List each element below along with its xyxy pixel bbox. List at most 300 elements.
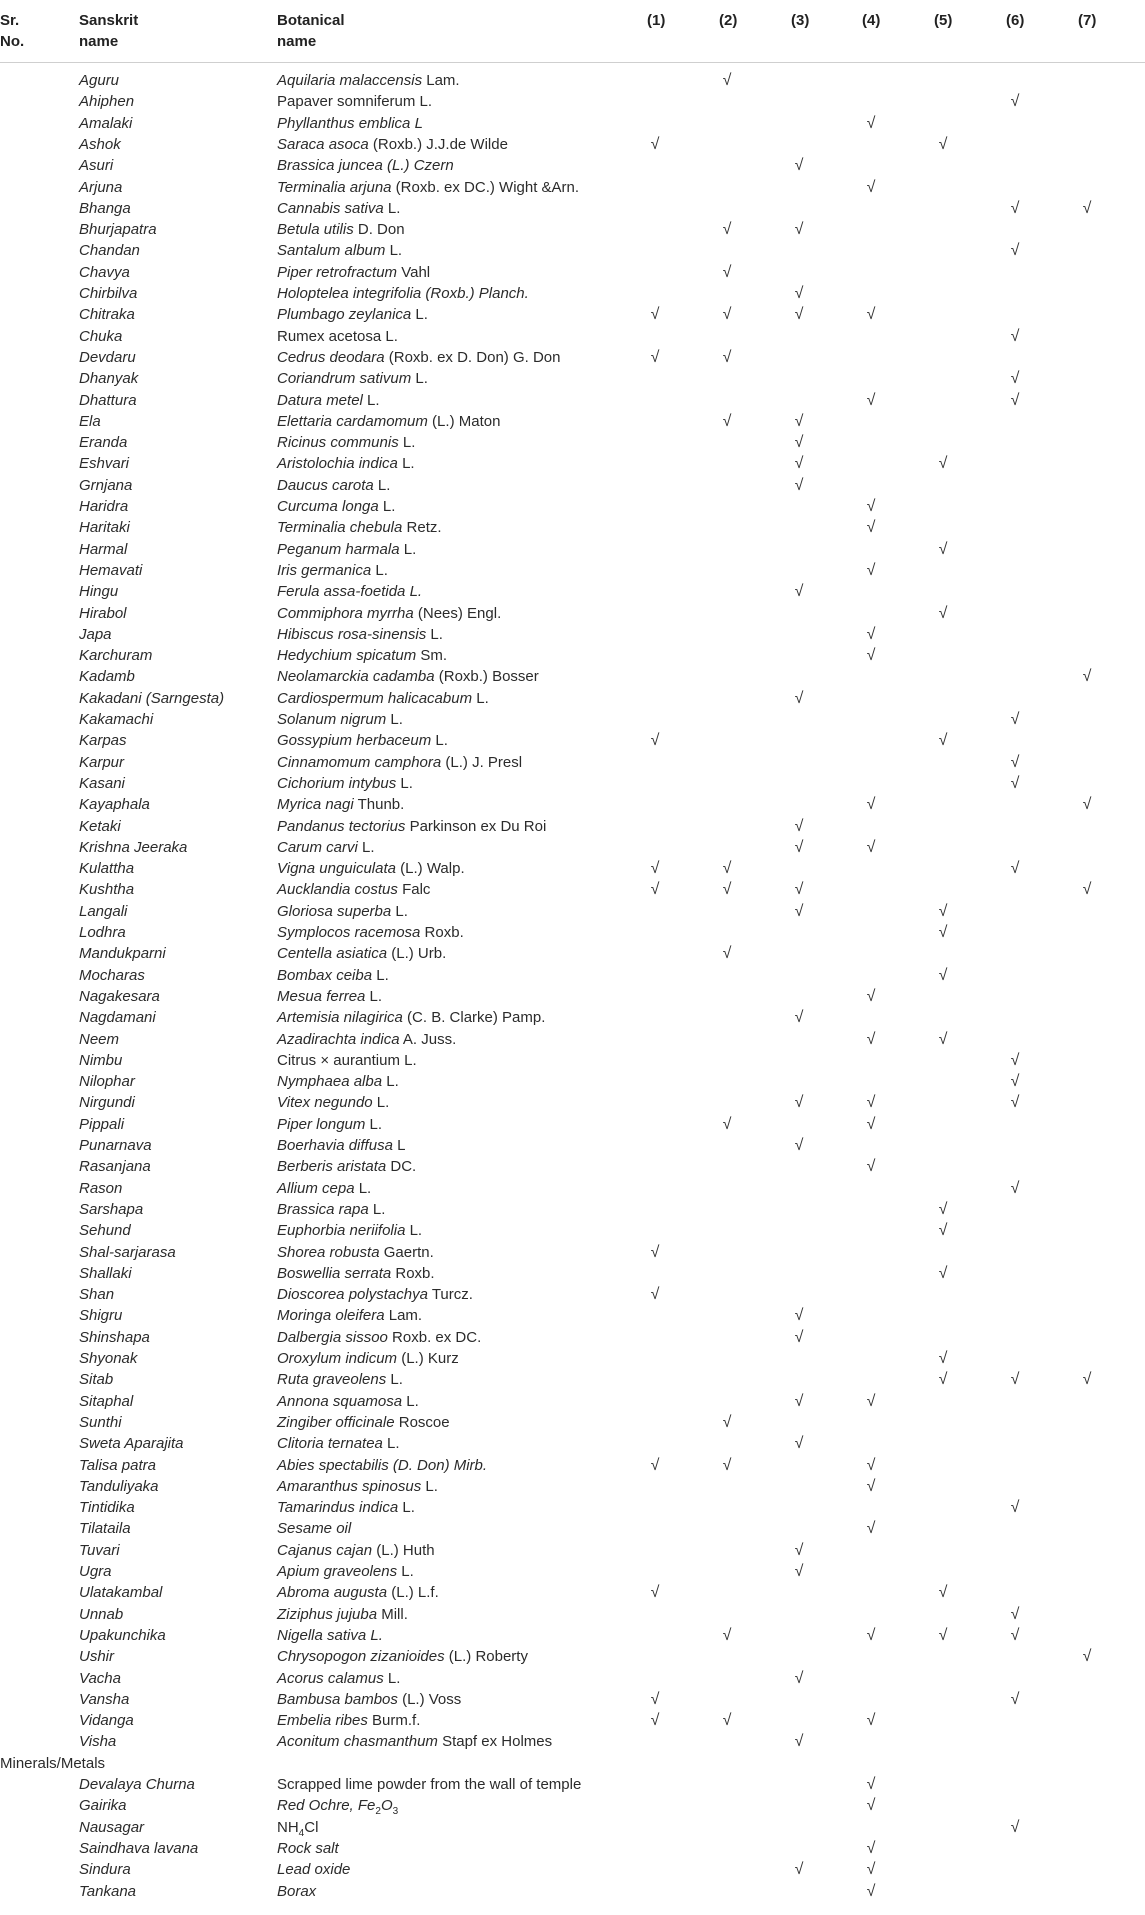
botanical-name-part: Cinnamomum camphora (277, 753, 442, 771)
header-col-7: (7) (1078, 12, 1097, 29)
table-row (0, 603, 1145, 624)
check-mark-col-4: √ (866, 1477, 876, 1495)
table-row (0, 1604, 1145, 1625)
sanskrit-name: Shan (79, 1286, 115, 1304)
botanical-name-part: L. (398, 434, 416, 452)
sanskrit-name: Chirbilva (79, 285, 138, 302)
check-mark-col-6: √ (1010, 1626, 1020, 1644)
sanskrit-name: Ugra (79, 1563, 112, 1580)
botanical-name-part: L. (378, 498, 396, 515)
sanskrit-name: Shigru (79, 1307, 123, 1325)
table-row (0, 901, 1145, 922)
botanical-name-part: Retz. (402, 519, 442, 537)
check-mark-col-6: √ (1010, 1051, 1020, 1069)
table-row (0, 1497, 1145, 1518)
sanskrit-name: Kayaphala (79, 796, 150, 814)
botanical-name-part: Roscoe (394, 1413, 450, 1431)
botanical-name (277, 1369, 403, 1390)
botanical-name-part: Neolamarckia cadamba (277, 668, 435, 686)
botanical-name (277, 943, 446, 964)
botanical-name-part: L. (397, 455, 415, 473)
table-row (0, 1540, 1145, 1561)
botanical-name-part: L. (402, 1392, 419, 1410)
botanical-name-part: Parkinson ex Du Roi (405, 817, 547, 835)
botanical-name-part: Embelia ribes (277, 1712, 368, 1730)
sanskrit-name: Tilataila (79, 1520, 131, 1538)
sanskrit-name: Haridra (79, 498, 129, 515)
botanical-name-part: Hibiscus rosa-sinensis (277, 625, 427, 643)
botanical-name (277, 1817, 318, 1838)
botanical-name (277, 283, 529, 304)
botanical-name-part: L. (396, 774, 413, 792)
botanical-name-part: L. (368, 1200, 386, 1218)
table-row (0, 922, 1145, 943)
botanical-name (277, 262, 430, 283)
check-mark-col-6: √ (1010, 774, 1020, 792)
check-mark-col-5: √ (938, 604, 948, 622)
botanical-name (277, 1859, 350, 1880)
botanical-name (277, 794, 404, 815)
botanical-name (277, 837, 375, 858)
check-mark-col-7: √ (1082, 1648, 1092, 1666)
check-mark-col-3: √ (794, 1009, 804, 1027)
botanical-name-part: L. (405, 1222, 423, 1240)
table-row (0, 517, 1145, 538)
botanical-name (277, 773, 413, 794)
botanical-name (277, 368, 428, 389)
botanical-name-part: 2 (375, 1806, 381, 1818)
check-mark-col-2: √ (722, 221, 732, 239)
check-mark-col-4: √ (866, 519, 876, 537)
botanical-name (277, 816, 546, 837)
botanical-name-part: Vitex negundo (277, 1094, 373, 1112)
table-row (0, 1305, 1145, 1326)
sanskrit-name: Upakunchika (79, 1626, 166, 1644)
botanical-name-part: Brassica rapa (277, 1200, 369, 1218)
botanical-name (277, 922, 464, 943)
table-row (0, 1731, 1145, 1752)
sanskrit-name: Bhurjapatra (79, 221, 157, 239)
botanical-name-part: DC. (386, 1158, 417, 1176)
botanical-name (277, 198, 400, 219)
botanical-name-part: Elettaria cardamomum (277, 412, 428, 430)
botanical-name-part: Bambusa bambos (277, 1690, 398, 1708)
table-row (0, 581, 1145, 602)
check-mark-col-5: √ (938, 1030, 948, 1048)
botanical-name (277, 1007, 545, 1028)
check-mark-col-3: √ (794, 1563, 804, 1580)
botanical-name (277, 688, 489, 709)
table-row (0, 113, 1145, 134)
botanical-name (277, 1433, 400, 1454)
table-row (0, 198, 1145, 219)
table-row (0, 1412, 1145, 1433)
botanical-name-part: Scrapped lime powder from the wall of temple (277, 1776, 582, 1793)
table-row (0, 1476, 1145, 1497)
botanical-name-part: Cl (304, 1818, 319, 1836)
check-mark-col-6: √ (1010, 391, 1020, 409)
botanical-name-part: L. (426, 625, 443, 643)
botanical-name-part: Ferula assa-foetida L. (277, 583, 423, 601)
botanical-name-part: Rock salt (277, 1839, 339, 1857)
botanical-name-part: Burm.f. (367, 1712, 421, 1730)
check-mark-col-3: √ (794, 1861, 804, 1879)
botanical-name-part: (L.) Urb. (387, 945, 447, 963)
botanical-name-part: Saraca asoca (277, 135, 369, 153)
check-mark-col-4: √ (866, 1839, 876, 1857)
table-row (0, 1327, 1145, 1348)
botanical-name (277, 475, 390, 496)
check-mark-col-5: √ (938, 1264, 948, 1282)
table-row (0, 709, 1145, 730)
table-row (0, 496, 1145, 517)
botanical-name (277, 1795, 398, 1816)
check-mark-col-6: √ (1010, 711, 1020, 728)
table-row (0, 560, 1145, 581)
sanskrit-name: Chandan (79, 242, 140, 260)
check-mark-col-5: √ (938, 1200, 948, 1218)
check-mark-col-3: √ (794, 583, 804, 601)
sanskrit-name: Arjuna (79, 178, 123, 196)
sanskrit-name: Nilophar (79, 1073, 135, 1091)
section-label: Minerals/Metals (0, 1754, 106, 1772)
botanical-name (277, 879, 430, 900)
botanical-name (277, 752, 522, 773)
botanical-name-part: Cedrus deodara (277, 348, 385, 366)
sanskrit-name: Karpas (79, 732, 127, 750)
table-row (0, 1859, 1145, 1880)
sanskrit-name: Grnjana (79, 476, 133, 494)
check-mark-col-4: √ (866, 1520, 876, 1538)
botanical-name-part: L. (357, 838, 375, 856)
botanical-name-part: (L.) Huth (372, 1541, 435, 1559)
sanskrit-name: Kasani (79, 774, 125, 792)
header-botanical-line1: Botanical (277, 12, 345, 29)
sanskrit-name: Langali (79, 902, 128, 920)
botanical-name (277, 1029, 456, 1050)
sanskrit-name: Ushir (79, 1648, 115, 1666)
check-mark-col-3: √ (794, 902, 804, 920)
table-row (0, 666, 1145, 687)
check-mark-col-7: √ (1082, 199, 1092, 217)
botanical-name (277, 1135, 405, 1156)
botanical-name-part: (L.) J. Presl (441, 753, 523, 771)
table-row (0, 773, 1145, 794)
botanical-name-part: L. (421, 1477, 438, 1495)
table-row (0, 986, 1145, 1007)
sanskrit-name: Sweta Aparajita (79, 1435, 184, 1453)
botanical-name (277, 1199, 385, 1220)
botanical-name (277, 965, 389, 986)
sanskrit-name: Visha (79, 1733, 117, 1751)
botanical-name-part: Betula utilis (277, 221, 354, 239)
check-mark-col-6: √ (1010, 860, 1020, 878)
check-mark-col-2: √ (722, 1115, 732, 1133)
botanical-name-part: Datura metel (277, 391, 363, 409)
sanskrit-name: Chitraka (79, 306, 135, 324)
sanskrit-name: Ashok (79, 135, 121, 153)
sanskrit-name: Tanduliyaka (79, 1477, 159, 1495)
botanical-name-part: D. Don (353, 221, 405, 239)
botanical-name-part: Rumex acetosa L. (277, 327, 398, 345)
botanical-name-part: Aucklandia costus (277, 881, 398, 899)
check-mark-col-6: √ (1010, 1499, 1020, 1517)
botanical-name-part: Solanum nigrum (277, 711, 387, 728)
botanical-name-part: Aristolochia indica (277, 455, 398, 473)
botanical-name (277, 1092, 389, 1113)
botanical-name (277, 1071, 399, 1092)
botanical-name-part: Brassica juncea (L.) Czern (277, 157, 454, 175)
sanskrit-name: Ela (79, 412, 101, 430)
check-mark-col-5: √ (938, 1584, 948, 1602)
sanskrit-name: Dhattura (79, 391, 137, 409)
sanskrit-name: Eshvari (79, 455, 130, 473)
botanical-name (277, 1455, 487, 1476)
botanical-name (277, 901, 408, 922)
check-mark-col-1: √ (650, 881, 660, 899)
botanical-name-part: Falc (397, 881, 431, 899)
check-mark-col-4: √ (866, 625, 876, 643)
check-mark-col-4: √ (866, 1861, 876, 1879)
botanical-name-part: Oroxylum indicum (277, 1350, 398, 1367)
botanical-name-part: Holoptelea integrifolia (Roxb.) Planch. (277, 285, 529, 302)
table-row (0, 794, 1145, 815)
botanical-name-part: Sesame oil (277, 1520, 352, 1538)
botanical-name-part: Roxb. ex DC. (387, 1328, 482, 1346)
botanical-name (277, 709, 403, 730)
table-row (0, 368, 1145, 389)
check-mark-col-1: √ (650, 348, 660, 366)
sanskrit-name: Vansha (79, 1690, 130, 1708)
botanical-name-part: (L.) Kurz (397, 1350, 459, 1367)
botanical-name-part: Clitoria ternatea (277, 1435, 383, 1453)
botanical-name-part: Mesua ferrea (277, 987, 366, 1005)
botanical-name (277, 91, 432, 112)
sanskrit-name: Nagdamani (79, 1009, 156, 1027)
table-row (0, 624, 1145, 645)
sanskrit-name: Nagakesara (79, 987, 160, 1005)
sanskrit-name: Bhanga (79, 199, 131, 217)
table-row (0, 1199, 1145, 1220)
check-mark-col-2: √ (722, 1626, 732, 1644)
botanical-name-part: L. (372, 1094, 390, 1112)
check-mark-col-4: √ (866, 1797, 876, 1815)
botanical-name-part: Zingiber officinale (277, 1413, 395, 1431)
botanical-name-part: Euphorbia neriifolia (277, 1222, 406, 1240)
sanskrit-name: Kakamachi (79, 711, 154, 728)
sanskrit-name: Amalaki (79, 114, 133, 132)
botanical-name (277, 390, 380, 411)
check-mark-col-4: √ (866, 1030, 876, 1048)
botanical-name-part: L. (386, 1371, 403, 1389)
check-mark-col-2: √ (722, 1456, 732, 1474)
botanical-name-part: Daucus carota (277, 476, 374, 494)
botanical-name (277, 858, 465, 879)
table-row (0, 219, 1145, 240)
botanical-name (277, 1561, 414, 1582)
botanical-name-part: Cannabis sativa (277, 199, 384, 217)
botanical-name-part: (Nees) Engl. (413, 604, 502, 622)
botanical-name-part: L. (373, 476, 391, 494)
sanskrit-name: Saindhava lavana (79, 1839, 199, 1857)
table-row (0, 1284, 1145, 1305)
sanskrit-name: Sarshapa (79, 1200, 144, 1218)
botanical-name-part: Stapf ex Holmes (437, 1733, 553, 1751)
check-mark-col-6: √ (1010, 199, 1020, 217)
check-mark-col-6: √ (1010, 93, 1020, 111)
check-mark-col-1: √ (650, 1584, 660, 1602)
botanical-name-part: Terminalia arjuna (277, 178, 392, 196)
botanical-name (277, 1220, 422, 1241)
sanskrit-name: Karchuram (79, 647, 153, 665)
botanical-name (277, 1263, 435, 1284)
botanical-name-part: L. (391, 902, 408, 920)
botanical-name-part: Turcz. (427, 1286, 473, 1304)
botanical-name (277, 1774, 581, 1795)
header-botanical-name (277, 10, 345, 52)
botanical-name-part: Aquilaria malaccensis (277, 72, 423, 89)
sanskrit-name: Rason (79, 1179, 123, 1197)
check-mark-col-3: √ (794, 1137, 804, 1154)
check-mark-col-3: √ (794, 412, 804, 430)
botanical-name-part: L. (431, 732, 448, 750)
table-row (0, 1774, 1145, 1795)
sanskrit-name: Talisa patra (79, 1456, 156, 1474)
botanical-name-part: Nymphaea alba (277, 1073, 383, 1091)
botanical-name-part: Acorus calamus (277, 1669, 384, 1687)
check-mark-col-3: √ (794, 455, 804, 473)
header-sr-no-line1: Sr. (0, 12, 20, 29)
botanical-name-part: (C. B. Clarke) Pamp. (402, 1009, 546, 1027)
botanical-name-part: Piper longum (277, 1115, 366, 1133)
sanskrit-name: Gairika (79, 1797, 127, 1815)
botanical-name-part: L. (362, 391, 380, 409)
botanical-name (277, 1242, 434, 1263)
botanical-name-part: Peganum harmala (277, 540, 400, 558)
botanical-name-part: Azadirachta indica (277, 1030, 400, 1048)
check-mark-col-3: √ (794, 1669, 804, 1687)
table-row (0, 730, 1145, 751)
botanical-name-part: Ziziphus jujuba (277, 1605, 378, 1623)
sanskrit-name: Japa (79, 625, 112, 643)
botanical-name-part: Lam. (422, 72, 460, 89)
table-row (0, 1668, 1145, 1689)
check-mark-col-1: √ (650, 860, 660, 878)
table-row (0, 1391, 1145, 1412)
table-row (0, 858, 1145, 879)
table-row (0, 1092, 1145, 1113)
table-row (0, 411, 1145, 432)
botanical-name (277, 539, 416, 560)
botanical-name-part: L. (472, 689, 489, 707)
table-row (0, 304, 1145, 325)
table-row (0, 1220, 1145, 1241)
sanskrit-name: Ahiphen (79, 93, 135, 111)
sanskrit-name: Hemavati (79, 561, 143, 579)
sanskrit-name: Devdaru (79, 348, 136, 366)
botanical-name (277, 517, 442, 538)
check-mark-col-2: √ (722, 1413, 732, 1431)
sanskrit-name: Kulattha (79, 860, 135, 878)
sanskrit-name: Sindura (79, 1861, 131, 1879)
check-mark-col-5: √ (938, 455, 948, 473)
botanical-name-part: L (392, 1137, 406, 1154)
check-mark-col-6: √ (1010, 1094, 1020, 1112)
botanical-name-part: (L.) Roberty (444, 1648, 528, 1666)
header-col-4: (4) (862, 12, 881, 29)
check-mark-col-2: √ (722, 263, 732, 281)
table-row (0, 645, 1145, 666)
botanical-name-part: Terminalia chebula (277, 519, 403, 537)
botanical-name (277, 560, 388, 581)
table-row (0, 1135, 1145, 1156)
botanical-name-part: Cajanus cajan (277, 1541, 373, 1559)
sanskrit-name: Ulatakambal (79, 1584, 163, 1602)
botanical-name (277, 411, 500, 432)
check-mark-col-1: √ (650, 1286, 660, 1304)
botanical-name-part: L. (382, 1435, 400, 1453)
check-mark-col-1: √ (650, 1243, 660, 1261)
botanical-name (277, 1838, 339, 1859)
botanical-name (277, 1518, 351, 1539)
botanical-name (277, 1689, 461, 1710)
check-mark-col-3: √ (794, 817, 804, 835)
sanskrit-name: Shal-sarjarasa (79, 1243, 176, 1261)
check-mark-col-4: √ (866, 561, 876, 579)
botanical-name-part: L. (398, 1499, 415, 1517)
botanical-name-part: Commiphora myrrha (277, 604, 414, 622)
check-mark-col-4: √ (866, 391, 876, 409)
check-mark-col-6: √ (1010, 1179, 1020, 1197)
botanical-name-part: Coriandrum sativum (277, 370, 412, 388)
check-mark-col-1: √ (650, 732, 660, 750)
check-mark-col-3: √ (794, 434, 804, 452)
check-mark-col-6: √ (1010, 1818, 1020, 1836)
botanical-name-part: Ricinus communis (277, 434, 399, 452)
botanical-name-part: (Roxb. ex DC.) Wight &Arn. (391, 178, 580, 196)
table-row (0, 752, 1145, 773)
table-row (0, 1050, 1145, 1071)
check-mark-col-3: √ (794, 689, 804, 707)
sanskrit-name: Hingu (79, 583, 119, 601)
sanskrit-name: Neem (79, 1030, 120, 1048)
botanical-name (277, 581, 422, 602)
botanical-name-part: Dioscorea polystachya (277, 1286, 428, 1304)
check-mark-col-5: √ (938, 966, 948, 984)
botanical-name-part: Amaranthus spinosus (277, 1477, 422, 1495)
header-col-1: (1) (647, 12, 666, 29)
sanskrit-name: Shinshapa (79, 1328, 150, 1346)
botanical-name (277, 1582, 439, 1603)
check-mark-col-4: √ (866, 1392, 876, 1410)
table-row (0, 262, 1145, 283)
table-row (0, 155, 1145, 176)
header-col-5: (5) (934, 12, 953, 29)
sanskrit-name: Eranda (79, 434, 128, 452)
table-row (0, 1838, 1145, 1859)
sanskrit-name: Mandukparni (79, 945, 166, 963)
sanskrit-name: Mocharas (79, 966, 145, 984)
check-mark-col-7: √ (1082, 881, 1092, 899)
botanical-name-part: 3 (392, 1806, 399, 1818)
table-row (0, 1795, 1145, 1816)
botanical-name-part: Annona squamosa (277, 1392, 403, 1410)
table-row (0, 347, 1145, 368)
table-row (0, 1178, 1145, 1199)
botanical-name-part: Roxb. (391, 1264, 435, 1282)
botanical-name (277, 347, 560, 368)
sanskrit-name: Haritaki (79, 519, 130, 537)
